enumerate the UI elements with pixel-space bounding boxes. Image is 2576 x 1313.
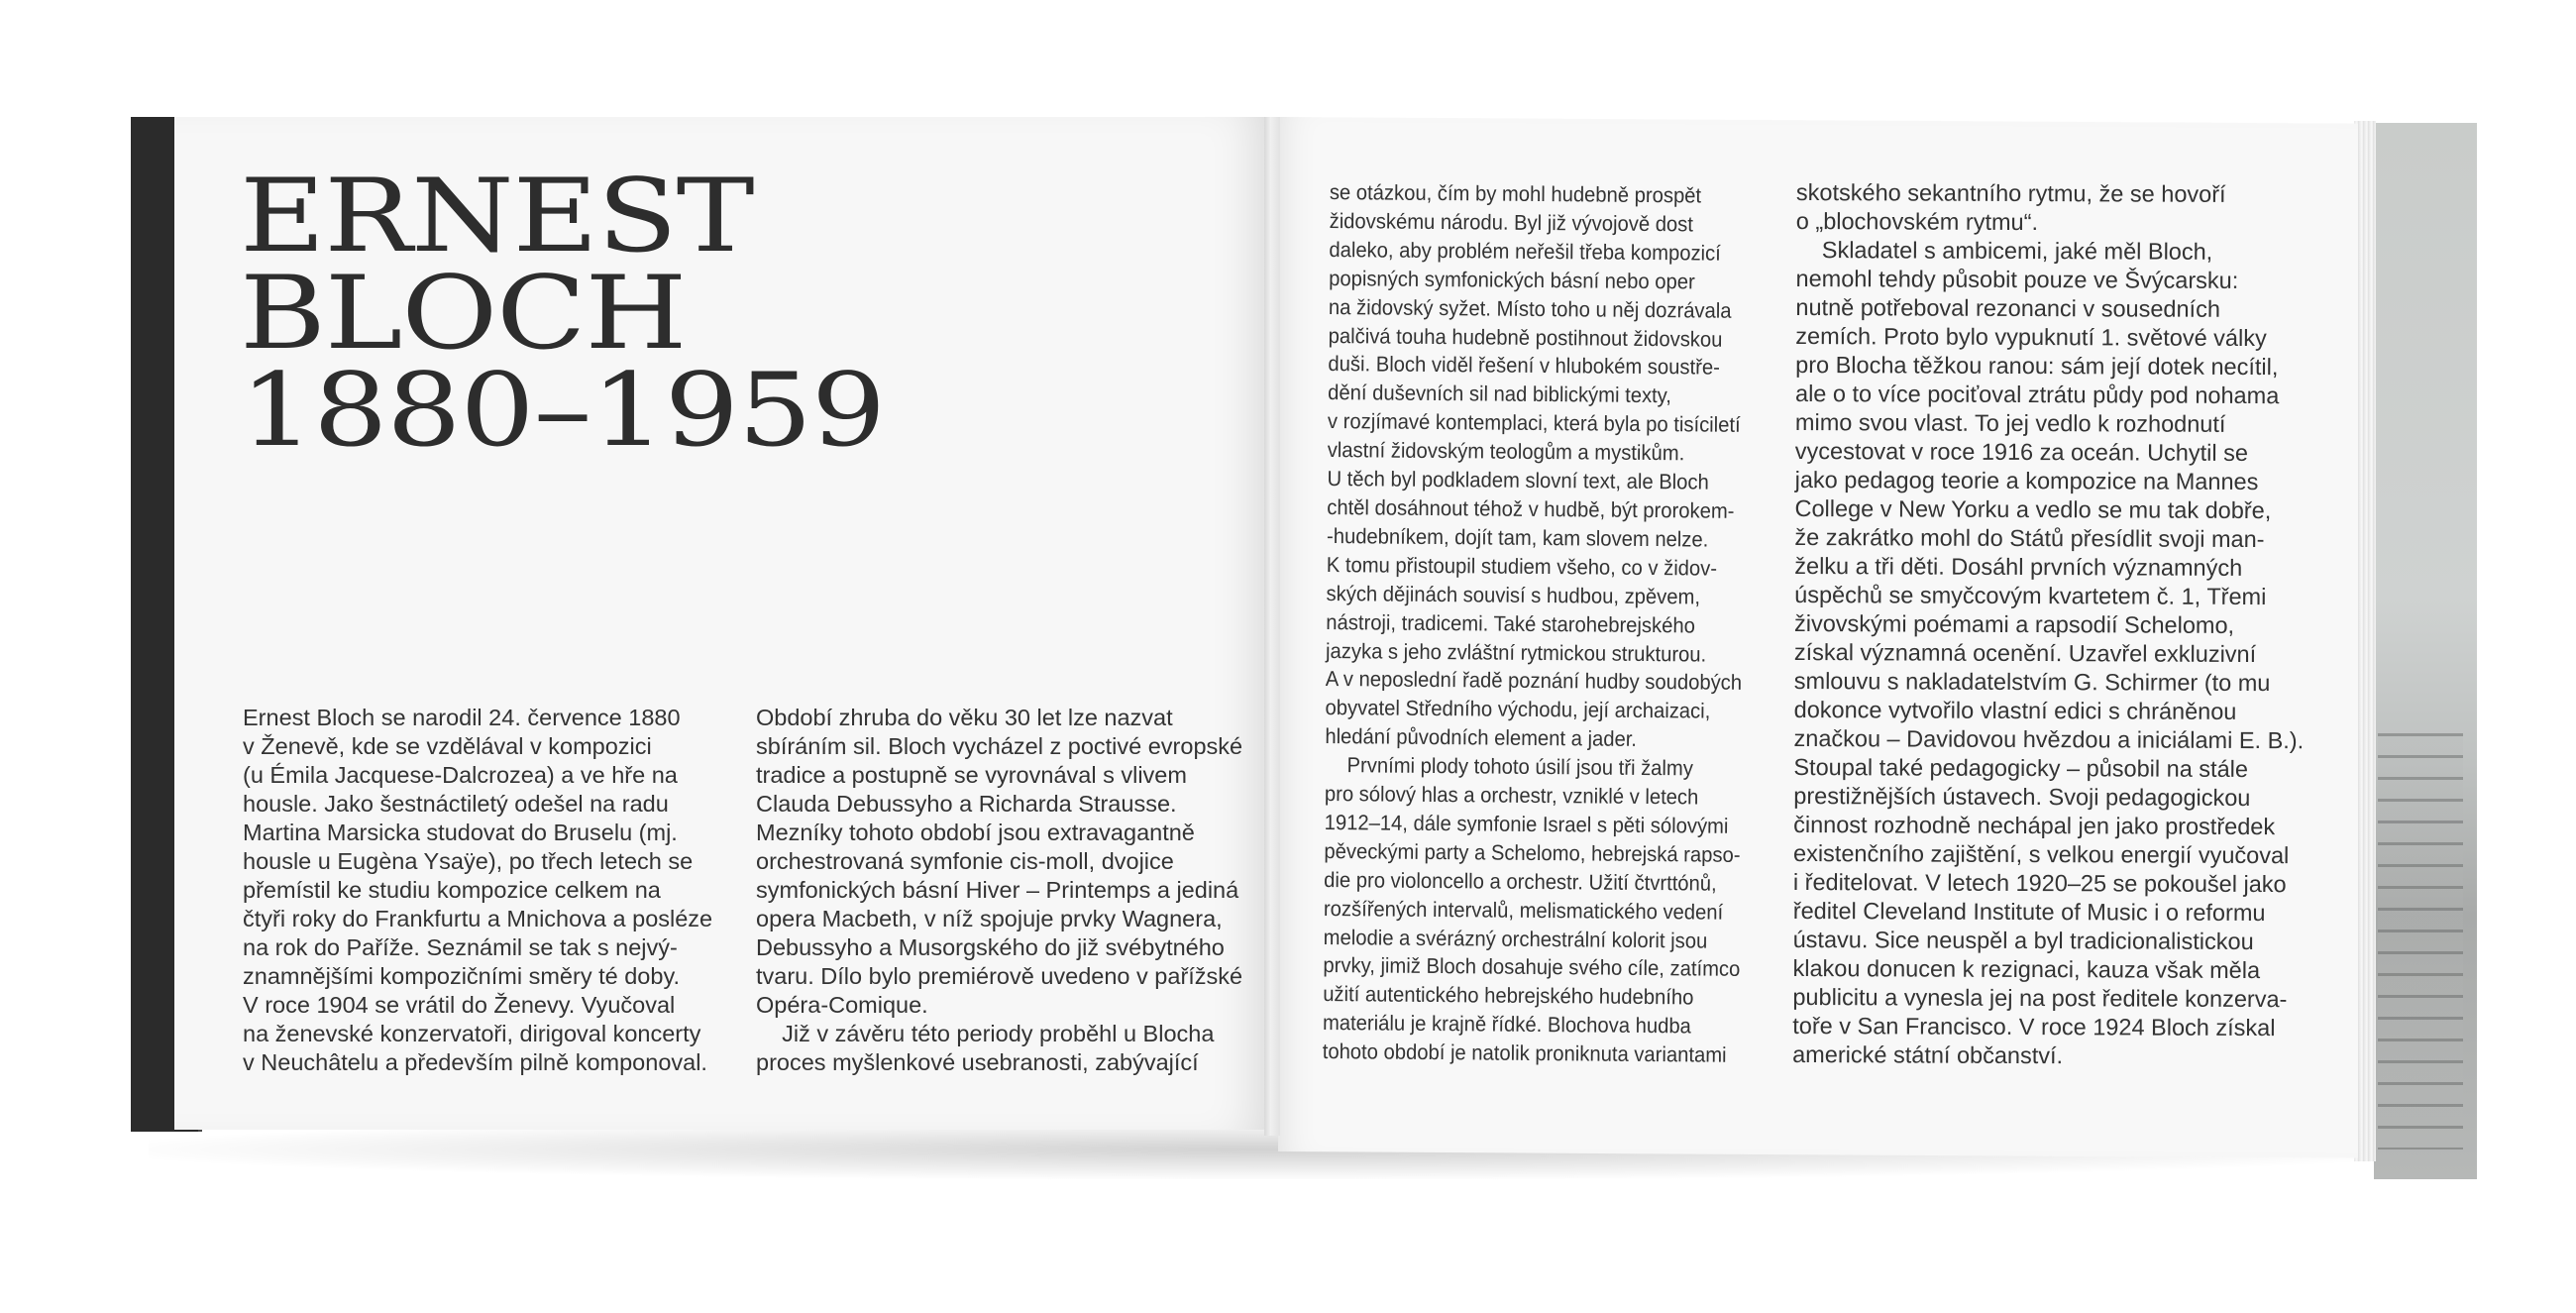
text-column-3: se otázkou, čím by mohl hudebně prospět židovskému národu. Byl již vývojově dost daleko, aby problém neřešil třeba kompozicí popisných symfonických básní nebo oper na židovský syžet. Místo toho u něj dozrávala palčivá touha hudebně postihnout židovskou duši. Bloch viděl řešení v hlubokém soustře- dění duševních sil nad biblickými texty, v rozjímavé kontemplaci, která byla po tisíciletí vlastní židovským teologům a mystikům. U těch byl podkladem slovní text, ale Bloch chtěl dosáhnout téhož v hudbě, být prorokem- -hudebníkem, dojít tam, kam slovem nelze. K tomu přistoupil studiem všeho, co v židov- ských dějinách souvisí s hudbou, zpěvem, nástroji, tradicemi. Také starohebrejského jazyka s jeho zvláštní rytmickou strukturou. A v neposlední řadě poznání hudby soudobých obyvatel Středního východu, její archaizaci, hledání původních element a jader. Prvními plody tohoto úsilí jsou tři žalmy pro sólový hlas a orchestr, vzniklé v letech 1912–14, dále symfonie Israel s pěti sólovými pěveckými party a Schelomo, hebrejská rapso- die pro violoncello a orchestr. Užití čtvrttónů, rozšířených intervalů, melismatického vedení melodie a svérázný orchestrální kolorit jsou prvky, jimiž Bloch dosahuje svého cíle, zatímco užití autentického hebrejského hudebního materiálu je krajně řídké. Blochova hudba tohoto období je natolik proniknuta variantami (1322, 179, 1743, 1067)
title-line-first-name: ERNEST (240, 158, 754, 275)
book-gutter (1264, 117, 1280, 1136)
text-column-1: Ernest Bloch se narodil 24. července 1880 v Ženevě, kde se vzdělával v kompozici (u Émila Jacquese-Dalcrozea) a ve hře na housle. Jako šestnáctiletý odešel na radu Martina Marsicka studovat do Bruselu (mj. housle u Eugèna Ysaÿe), po třech letech se přemístil ke studiu kompozice celkem na čtyři roky do Frankfurtu a Mnichova a posléze na rok do Paříže. Seznámil se tak s nejvý- znamnějšími kompozičními směry té doby. V roce 1904 se vrátil do Ženevy. Vyučoval na ženevské konzervatoři, dirigoval koncerty v Neuchâtelu a především pilně komponoval. (243, 705, 713, 1075)
cover-photo-detail (2378, 733, 2463, 1149)
title-line-last-name: BLOCH (240, 255, 687, 373)
title-line-years: 1880–1959 (240, 352, 885, 470)
text-column-2: Období zhruba do věku 30 let lze nazvat sbíráním sil. Bloch vycházel z poctivé evropské tradice a postupně se vyrovnával s vlivem Clauda Debussyho a Richarda Strausse. Mezníky tohoto období jsou extravagantně orchestrovaná symfonie cis-moll, dvojice symfonických básní Hiver – Printemps a jediná opera Macbeth, v níž spojuje prvky Wagnera, Debussyho a Musorgského do již svébytného tvaru. Dílo bylo premiérově uvedeno v pařížské Opéra-Comique. Již v závěru této periody proběhl u Blocha proces myšlenkové usebranosti, zabývající (756, 705, 1243, 1075)
text-column-4: skotského sekantního rytmu, že se hovoří o „blochovském rytmu“. Skladatel s ambicemi, jaké měl Bloch, nemohl tehdy působit pouze ve Švýcarsku: nutně potřeboval rezonanci v sousedních zemích. Proto bylo vypuknutí 1. světové války pro Blocha těžkou ranou: sám její dotek necítil, ale o to více pociťoval ztrátu půdy pod nohama mimo svou vlast. To jej vedlo k rozhodnutí vycestovat v roce 1916 za oceán. Uchytil se jako pedagog teorie a kompozice na Mannes College v New Yorku a vedlo se mu tak dobře, že zakrátko mohl do Států přesídlit svoji man- želku a tři děti. Dosáhl prvních významných úspěchů se smyčcovým kvartetem č. 1, Třemi živovskými poémami a rapsodií Schelomo, získal významná ocenění. Uzavřel exkluzivní smlouvu s nakladatelstvím G. Schirmer (to mu dokonce vytvořilo vlastní edici s chráněnou značkou – Davidovou hvězdou a iniciálami E. B.). Stoupal také pedagogicky – působil na stále prestižnějších ústavech. Svoji pedagogickou činnost rozhodně nechápal jen jako prostředek existenčního zajištění, s velkou energií vyučoval i ředitelovat. V letech 1920–25 se pokoušel jako ředitel Cleveland Institute of Music i o reformu ústavu. Sice neuspěl a byl tradicionalistickou klakou donucen k rezignaci, kauza však měla publicitu a vynesla jej na post ředitele konzerva- toře v San Francisco. V roce 1924 Bloch získal americké státní občanství. (1792, 178, 2305, 1069)
page-title (240, 158, 885, 470)
